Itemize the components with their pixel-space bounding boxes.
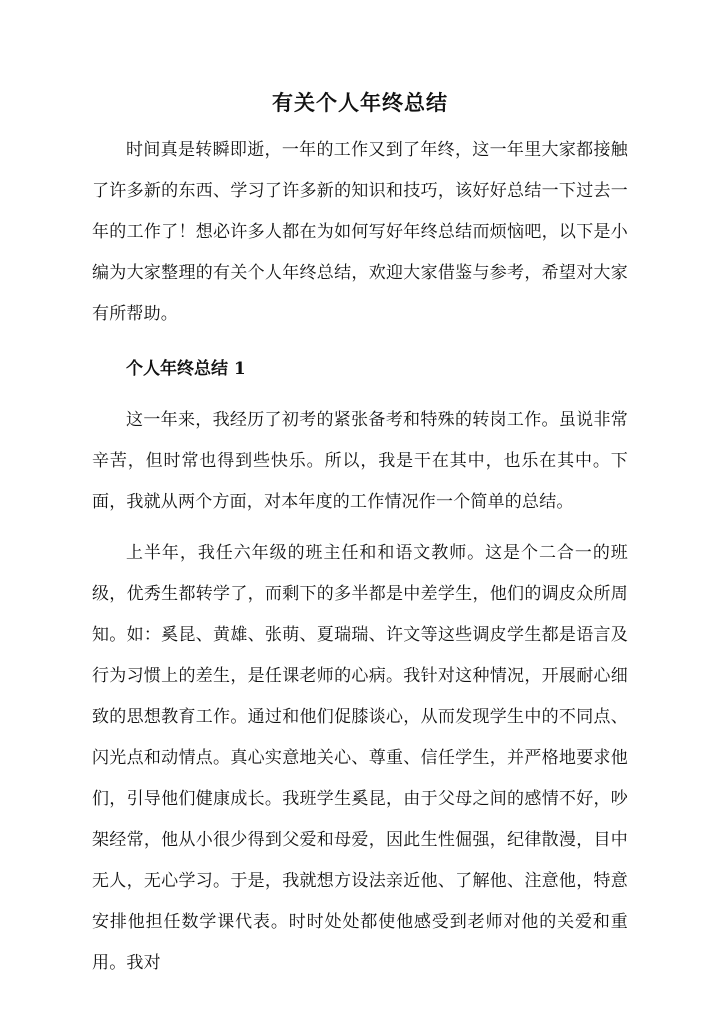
intro-paragraph: 时间真是转瞬即逝，一年的工作又到了年终，这一年里大家都接触了许多新的东西、学习了许多新的知识和技巧，该好好总结一下过去一年的工作了！想必许多人都在为如何写好年终总结而烦恼吧，以下是小编为大家整理的有关个人年终总结，欢迎大家借鉴与参考，希望对大家有所帮助。: [92, 140, 628, 324]
document-title: 有关个人年终总结: [272, 90, 448, 115]
section-heading: 个人年终总结 1: [126, 359, 246, 379]
body-paragraph-1: 这一年来，我经历了初考的紧张备考和特殊的转岗工作。虽说非常辛苦，但时常也得到些快乐。所以，我是干在其中，也乐在其中。下面，我就从两个方面，对本年度的工作情况作一个简单的总结。: [92, 410, 628, 512]
spacer: [92, 335, 628, 345]
spacer: [92, 523, 628, 533]
body-paragraph-2: 上半年，我任六年级的班主任和和语文教师。这是个二合一的班级，优秀生都转学了，而剩下的多半都是中差学生，他们的调皮众所周知。如：奚昆、黄雄、张萌、夏瑞瑞、许文等这些调皮学生都是语言及行为习惯上的差生，是任课老师的心病。我针对这种情况，开展耐心细致的思想教育工作。通过和他们促膝谈心，从而发现学生中的不同点、闪光点和动情点。真心实意地关心、尊重、信任学生，并严格地要求他们，引导他们健康成长。我班学生奚昆，由于父母之间的感情不好，吵架经常，他从小很少得到父爱和母爱，因此生性倔强，纪律散漫，目中无人，无心学习。于是，我就想方设法亲近他、了解他、注意他，特意安排他担任数学课代表。时时处处都使他感受到老师对他的关爱和重用。我对: [92, 543, 628, 973]
spacer: [92, 390, 628, 400]
